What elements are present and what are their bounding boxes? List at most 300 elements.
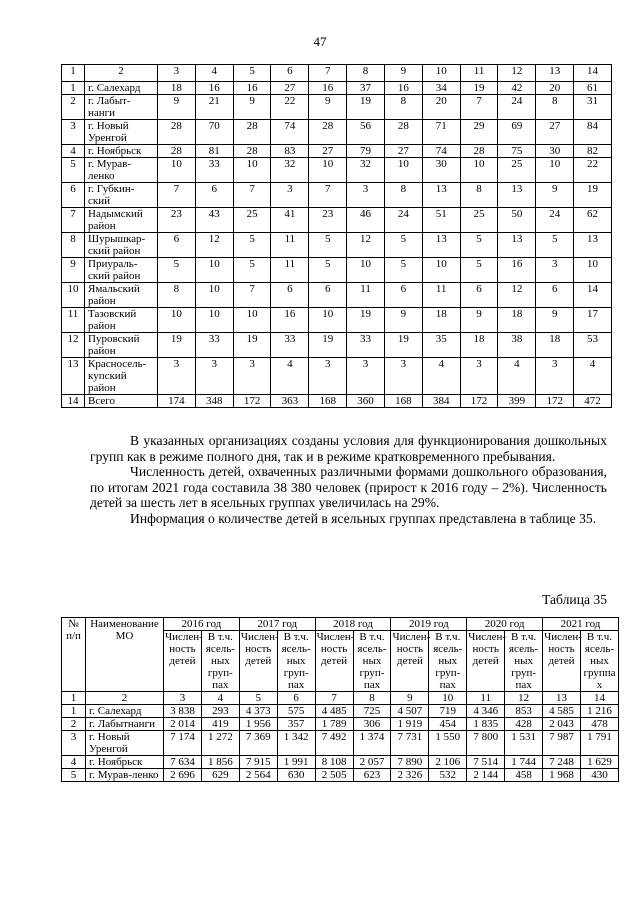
- table-row: [62, 308, 612, 333]
- value-cell: 31: [574, 95, 612, 120]
- value-cell: 11: [347, 283, 385, 308]
- value-cell: 6: [536, 283, 574, 308]
- value-cell: 20: [422, 95, 460, 120]
- nursery-groups-header: В т.ч. ясель-ных груп-пах: [277, 631, 315, 692]
- value-cell: 478: [580, 718, 618, 731]
- value-cell: 23: [158, 208, 196, 233]
- value-cell: 4: [574, 358, 612, 395]
- nursery-groups-header: В т.ч. ясель-ных груп-пах: [429, 631, 467, 692]
- table-row: [62, 208, 612, 233]
- value-cell: 3: [271, 183, 309, 208]
- value-cell: 50: [498, 208, 536, 233]
- table-row: [62, 358, 612, 395]
- table-row: [62, 395, 612, 408]
- value-cell: 8: [384, 95, 422, 120]
- value-cell: 293: [201, 705, 239, 718]
- value-cell: 82: [574, 145, 612, 158]
- column-number-cell: 4: [201, 692, 239, 705]
- district-name-cell: Надымский район: [85, 208, 158, 233]
- table-row: [62, 120, 612, 145]
- value-cell: 2 057: [353, 756, 391, 769]
- value-cell: 1 744: [505, 756, 543, 769]
- value-cell: 3: [460, 358, 498, 395]
- column-number-cell: 13: [543, 692, 581, 705]
- value-cell: 6: [271, 283, 309, 308]
- district-name-cell: Красносель-купский район: [85, 358, 158, 395]
- value-cell: 1 835: [467, 718, 505, 731]
- value-cell: 37: [347, 82, 385, 95]
- value-cell: 306: [353, 718, 391, 731]
- column-number-cell: 11: [460, 65, 498, 82]
- table-row: [62, 95, 612, 120]
- value-cell: 19: [347, 308, 385, 333]
- value-cell: 454: [429, 718, 467, 731]
- value-cell: 25: [460, 208, 498, 233]
- value-cell: 33: [347, 333, 385, 358]
- value-cell: 1 550: [429, 731, 467, 756]
- district-name-cell: г. Губкин-ский: [85, 183, 158, 208]
- value-cell: 12: [498, 283, 536, 308]
- year-header: 2016 год: [164, 618, 240, 631]
- row-number-cell: 1: [62, 82, 85, 95]
- column-number-cell: 6: [271, 65, 309, 82]
- value-cell: 4: [271, 358, 309, 395]
- value-cell: 10: [422, 258, 460, 283]
- value-cell: 1 968: [543, 769, 581, 782]
- nursery-groups-header: В т.ч. ясель-ных группа х: [580, 631, 618, 692]
- row-number-cell: 9: [62, 258, 85, 283]
- value-cell: 13: [574, 233, 612, 258]
- value-cell: 623: [353, 769, 391, 782]
- value-cell: 28: [384, 120, 422, 145]
- value-cell: 363: [271, 395, 309, 408]
- value-cell: 12: [195, 233, 233, 258]
- value-cell: 33: [271, 333, 309, 358]
- table-row: [62, 283, 612, 308]
- value-cell: 28: [233, 145, 271, 158]
- value-cell: 11: [422, 283, 460, 308]
- row-number-cell: 5: [62, 769, 86, 782]
- value-cell: 27: [309, 145, 347, 158]
- row-number-cell: 2: [62, 718, 86, 731]
- value-cell: 41: [271, 208, 309, 233]
- column-number-cell: 3: [164, 692, 202, 705]
- value-cell: 10: [158, 308, 196, 333]
- value-cell: 2 505: [315, 769, 353, 782]
- value-cell: 8: [158, 283, 196, 308]
- value-cell: 81: [195, 145, 233, 158]
- table-row: [62, 756, 619, 769]
- name-header: Наименование МО: [86, 618, 164, 692]
- value-cell: 5: [384, 258, 422, 283]
- value-cell: 19: [233, 333, 271, 358]
- row-number-cell: 6: [62, 183, 85, 208]
- row-number-cell: 4: [62, 756, 86, 769]
- text-block: [90, 433, 607, 527]
- nursery-groups-header: В т.ч. ясель-ных груп-пах: [201, 631, 239, 692]
- value-cell: 7 492: [315, 731, 353, 756]
- table-row: [62, 769, 619, 782]
- value-cell: 7: [309, 183, 347, 208]
- column-number-cell: 9: [384, 65, 422, 82]
- value-cell: 61: [574, 82, 612, 95]
- value-cell: 428: [505, 718, 543, 731]
- value-cell: 2 144: [467, 769, 505, 782]
- district-name-cell: г. Мурав-ленко: [86, 769, 164, 782]
- page-number: 47: [313, 34, 327, 49]
- column-number-cell: 5: [239, 692, 277, 705]
- value-cell: 5: [233, 258, 271, 283]
- value-cell: 7 248: [543, 756, 581, 769]
- table-caption: Таблица 35: [542, 592, 607, 607]
- value-cell: 3: [384, 358, 422, 395]
- value-cell: 9: [384, 308, 422, 333]
- value-cell: 629: [201, 769, 239, 782]
- value-cell: 21: [195, 95, 233, 120]
- value-cell: 7: [460, 95, 498, 120]
- value-cell: 43: [195, 208, 233, 233]
- value-cell: 4: [498, 358, 536, 395]
- value-cell: 10: [195, 283, 233, 308]
- value-cell: 27: [271, 82, 309, 95]
- table-row: [62, 183, 612, 208]
- value-cell: 3: [233, 358, 271, 395]
- value-cell: 75: [498, 145, 536, 158]
- value-cell: 71: [422, 120, 460, 145]
- value-cell: 7: [233, 183, 271, 208]
- value-cell: 9: [158, 95, 196, 120]
- table-row: [62, 333, 612, 358]
- value-cell: 9: [309, 95, 347, 120]
- value-cell: 46: [347, 208, 385, 233]
- value-cell: 84: [574, 120, 612, 145]
- value-cell: 6: [158, 233, 196, 258]
- value-cell: 30: [422, 158, 460, 183]
- value-cell: 25: [498, 158, 536, 183]
- district-name-cell: Тазовский район: [85, 308, 158, 333]
- district-name-cell: г. Салехард: [85, 82, 158, 95]
- value-cell: 10: [195, 308, 233, 333]
- row-number-cell: 1: [62, 705, 86, 718]
- value-cell: 69: [498, 120, 536, 145]
- value-cell: 575: [277, 705, 315, 718]
- district-name-cell: г. Ноябрьск: [86, 756, 164, 769]
- value-cell: 10: [347, 258, 385, 283]
- table-header-row: [62, 65, 612, 82]
- column-number-cell: 10: [429, 692, 467, 705]
- nursery-groups-header: В т.ч. ясель-ных груп-пах: [353, 631, 391, 692]
- table-row: [62, 82, 612, 95]
- value-cell: 30: [536, 145, 574, 158]
- value-cell: 384: [422, 395, 460, 408]
- value-cell: 532: [429, 769, 467, 782]
- value-cell: 2 106: [429, 756, 467, 769]
- value-cell: 7: [233, 283, 271, 308]
- column-number-cell: 8: [347, 65, 385, 82]
- row-number-cell: 4: [62, 145, 85, 158]
- value-cell: 168: [309, 395, 347, 408]
- value-cell: 6: [309, 283, 347, 308]
- value-cell: 12: [347, 233, 385, 258]
- children-count-header: Числен-ность детей: [543, 631, 581, 692]
- value-cell: 3: [309, 358, 347, 395]
- value-cell: 10: [574, 258, 612, 283]
- value-cell: 32: [347, 158, 385, 183]
- value-cell: 3: [347, 183, 385, 208]
- value-cell: 16: [233, 82, 271, 95]
- value-cell: 70: [195, 120, 233, 145]
- value-cell: 16: [271, 308, 309, 333]
- district-name-cell: г. Лабытнанги: [86, 718, 164, 731]
- column-number-cell: 13: [536, 65, 574, 82]
- value-cell: 1 374: [353, 731, 391, 756]
- value-cell: 9: [460, 308, 498, 333]
- value-cell: 1 956: [239, 718, 277, 731]
- value-cell: 10: [195, 258, 233, 283]
- value-cell: 42: [498, 82, 536, 95]
- value-cell: 10: [158, 158, 196, 183]
- value-cell: 10: [233, 308, 271, 333]
- column-number-cell: 12: [505, 692, 543, 705]
- year-header: 2020 год: [467, 618, 543, 631]
- value-cell: 11: [271, 233, 309, 258]
- value-cell: 7 731: [391, 731, 429, 756]
- value-cell: 83: [271, 145, 309, 158]
- value-cell: 172: [233, 395, 271, 408]
- value-cell: 32: [271, 158, 309, 183]
- value-cell: 430: [580, 769, 618, 782]
- column-number-cell: 3: [158, 65, 196, 82]
- district-name-cell: г. Салехард: [86, 705, 164, 718]
- value-cell: 7 915: [239, 756, 277, 769]
- value-cell: 5: [233, 233, 271, 258]
- row-number-header: № п/п: [62, 618, 86, 692]
- value-cell: 16: [195, 82, 233, 95]
- column-number-cell: 4: [195, 65, 233, 82]
- column-number-cell: 12: [498, 65, 536, 82]
- value-cell: 853: [505, 705, 543, 718]
- value-cell: 56: [347, 120, 385, 145]
- value-cell: 2 696: [164, 769, 202, 782]
- value-cell: 2 326: [391, 769, 429, 782]
- value-cell: 19: [347, 95, 385, 120]
- value-cell: 18: [536, 333, 574, 358]
- value-cell: 24: [536, 208, 574, 233]
- value-cell: 8: [460, 183, 498, 208]
- value-cell: 4: [422, 358, 460, 395]
- column-number-cell: 6: [277, 692, 315, 705]
- value-cell: 419: [201, 718, 239, 731]
- table-row: [62, 718, 619, 731]
- column-number-cell: 2: [85, 65, 158, 82]
- row-number-cell: 3: [62, 120, 85, 145]
- row-number-cell: 11: [62, 308, 85, 333]
- value-cell: 18: [498, 308, 536, 333]
- value-cell: 9: [233, 95, 271, 120]
- value-cell: 3: [158, 358, 196, 395]
- row-number-cell: 3: [62, 731, 86, 756]
- value-cell: 4 507: [391, 705, 429, 718]
- children-count-header: Числен-ность детей: [391, 631, 429, 692]
- value-cell: 1 629: [580, 756, 618, 769]
- value-cell: 28: [460, 145, 498, 158]
- district-name-cell: Всего: [85, 395, 158, 408]
- value-cell: 8: [536, 95, 574, 120]
- district-name-cell: г. Новый Уренгой: [85, 120, 158, 145]
- district-name-cell: г. Ноябрьск: [85, 145, 158, 158]
- value-cell: 10: [309, 158, 347, 183]
- value-cell: 7: [158, 183, 196, 208]
- district-name-cell: г. Новый Уренгой: [86, 731, 164, 756]
- value-cell: 1 216: [580, 705, 618, 718]
- value-cell: 10: [309, 308, 347, 333]
- value-cell: 79: [347, 145, 385, 158]
- table-row: [62, 145, 612, 158]
- value-cell: 5: [384, 233, 422, 258]
- value-cell: 27: [536, 120, 574, 145]
- column-number-cell: 14: [580, 692, 618, 705]
- value-cell: 8 108: [315, 756, 353, 769]
- column-number-cell: 9: [391, 692, 429, 705]
- value-cell: 3: [536, 258, 574, 283]
- value-cell: 19: [384, 333, 422, 358]
- district-name-cell: г. Мурав-ленко: [85, 158, 158, 183]
- value-cell: 6: [384, 283, 422, 308]
- column-number-cell: 10: [422, 65, 460, 82]
- value-cell: 4 485: [315, 705, 353, 718]
- district-name-cell: Пуровский район: [85, 333, 158, 358]
- value-cell: 5: [309, 233, 347, 258]
- column-number-cell: 1: [62, 692, 86, 705]
- value-cell: 35: [422, 333, 460, 358]
- value-cell: 360: [347, 395, 385, 408]
- row-number-cell: 5: [62, 158, 85, 183]
- year-header: 2019 год: [391, 618, 467, 631]
- value-cell: 7 174: [164, 731, 202, 756]
- table-row: [62, 233, 612, 258]
- value-cell: 22: [574, 158, 612, 183]
- value-cell: 33: [195, 158, 233, 183]
- table-header-row: [62, 618, 619, 631]
- value-cell: 38: [498, 333, 536, 358]
- value-cell: 9: [536, 308, 574, 333]
- value-cell: 19: [309, 333, 347, 358]
- row-number-cell: 14: [62, 395, 85, 408]
- value-cell: 7 369: [239, 731, 277, 756]
- column-number-cell: 14: [574, 65, 612, 82]
- value-cell: 5: [460, 258, 498, 283]
- value-cell: 19: [158, 333, 196, 358]
- value-cell: 74: [422, 145, 460, 158]
- year-header: 2018 год: [315, 618, 391, 631]
- value-cell: 74: [271, 120, 309, 145]
- column-number-cell: 7: [315, 692, 353, 705]
- nursery-groups-header: В т.ч. ясель-ных груп-пах: [505, 631, 543, 692]
- value-cell: 2 014: [164, 718, 202, 731]
- value-cell: 5: [536, 233, 574, 258]
- value-cell: 1 919: [391, 718, 429, 731]
- value-cell: 28: [158, 145, 196, 158]
- value-cell: 1 789: [315, 718, 353, 731]
- year-header: 2021 год: [543, 618, 619, 631]
- column-number-cell: 8: [353, 692, 391, 705]
- value-cell: 4 585: [543, 705, 581, 718]
- value-cell: 23: [309, 208, 347, 233]
- value-cell: 53: [574, 333, 612, 358]
- children-count-header: Числен-ность детей: [467, 631, 505, 692]
- value-cell: 24: [498, 95, 536, 120]
- column-number-cell: 2: [86, 692, 164, 705]
- table-row: [62, 158, 612, 183]
- value-cell: 4 346: [467, 705, 505, 718]
- value-cell: 7 987: [543, 731, 581, 756]
- value-cell: 51: [422, 208, 460, 233]
- value-cell: 7 890: [391, 756, 429, 769]
- value-cell: 3: [536, 358, 574, 395]
- children-count-header: Числен-ность детей: [239, 631, 277, 692]
- value-cell: 174: [158, 395, 196, 408]
- value-cell: 172: [460, 395, 498, 408]
- value-cell: 10: [536, 158, 574, 183]
- row-number-cell: 10: [62, 283, 85, 308]
- row-number-cell: 7: [62, 208, 85, 233]
- value-cell: 3: [195, 358, 233, 395]
- value-cell: 62: [574, 208, 612, 233]
- value-cell: 3: [347, 358, 385, 395]
- value-cell: 17: [574, 308, 612, 333]
- value-cell: 16: [384, 82, 422, 95]
- value-cell: 172: [536, 395, 574, 408]
- value-cell: 18: [158, 82, 196, 95]
- table-row: [62, 258, 612, 283]
- value-cell: 1 272: [201, 731, 239, 756]
- value-cell: 28: [233, 120, 271, 145]
- table-row: [62, 705, 619, 718]
- value-cell: 5: [309, 258, 347, 283]
- row-number-cell: 13: [62, 358, 85, 395]
- value-cell: 18: [422, 308, 460, 333]
- value-cell: 4 373: [239, 705, 277, 718]
- value-cell: 22: [271, 95, 309, 120]
- children-count-header: Числен-ность детей: [315, 631, 353, 692]
- value-cell: 6: [460, 283, 498, 308]
- value-cell: 3 838: [164, 705, 202, 718]
- value-cell: 348: [195, 395, 233, 408]
- district-name-cell: г. Лабыт-нанги: [85, 95, 158, 120]
- value-cell: 458: [505, 769, 543, 782]
- district-name-cell: Ямальский район: [85, 283, 158, 308]
- value-cell: 357: [277, 718, 315, 731]
- value-cell: 1 991: [277, 756, 315, 769]
- value-cell: 24: [384, 208, 422, 233]
- value-cell: 13: [422, 183, 460, 208]
- column-number-row: [62, 692, 619, 705]
- value-cell: 10: [233, 158, 271, 183]
- value-cell: 1 791: [580, 731, 618, 756]
- value-cell: 18: [460, 333, 498, 358]
- value-cell: 725: [353, 705, 391, 718]
- value-cell: 20: [536, 82, 574, 95]
- value-cell: 14: [574, 283, 612, 308]
- nursery-groups-table: [61, 617, 619, 782]
- paragraph: Численность детей, охваченных различными формами дошкольного образования, по итогам 2021 года составила 38 380 человек (прирост к 2016 году – 2%). Численность детей за шесть лет в ясельных группах увеличилась на 29%.: [90, 464, 607, 511]
- value-cell: 16: [309, 82, 347, 95]
- value-cell: 6: [195, 183, 233, 208]
- value-cell: 7 514: [467, 756, 505, 769]
- value-cell: 13: [498, 183, 536, 208]
- column-number-cell: 1: [62, 65, 85, 82]
- value-cell: 472: [574, 395, 612, 408]
